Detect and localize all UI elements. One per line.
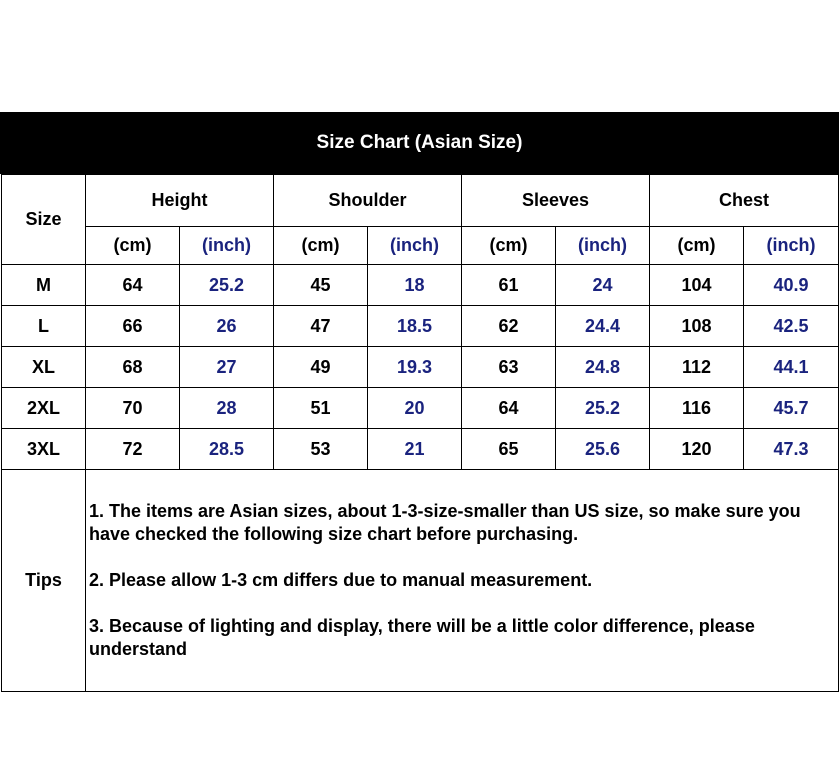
unit-cm: (cm)	[86, 227, 180, 265]
sleeves-cm-cell: 62	[462, 306, 556, 347]
chest-inch-cell: 40.9	[744, 265, 839, 306]
size-cell: 3XL	[2, 429, 86, 470]
size-cell: 2XL	[2, 388, 86, 429]
sleeves-inch-cell: 25.2	[556, 388, 650, 429]
sleeves-inch-cell: 24.4	[556, 306, 650, 347]
unit-inch: (inch)	[744, 227, 839, 265]
chart-title: Size Chart (Asian Size)	[0, 112, 839, 174]
shoulder-inch-cell: 18	[368, 265, 462, 306]
sleeves-cm-cell: 65	[462, 429, 556, 470]
height-cm-cell: 68	[86, 347, 180, 388]
shoulder-cm-cell: 53	[274, 429, 368, 470]
shoulder-cm-cell: 49	[274, 347, 368, 388]
size-table	[1, 174, 839, 692]
chest-cm-cell: 116	[650, 388, 744, 429]
height-inch-cell: 25.2	[180, 265, 274, 306]
shoulder-inch-cell: 21	[368, 429, 462, 470]
chest-inch-cell: 45.7	[744, 388, 839, 429]
height-cm-cell: 72	[86, 429, 180, 470]
shoulder-cm-cell: 51	[274, 388, 368, 429]
height-cm-cell: 70	[86, 388, 180, 429]
height-inch-cell: 28	[180, 388, 274, 429]
sleeves-cm-cell: 63	[462, 347, 556, 388]
table-row	[2, 388, 839, 429]
shoulder-inch-cell: 18.5	[368, 306, 462, 347]
tip-text: 1. The items are Asian sizes, about 1-3-size-smaller than US size, so make sure you have checked the following size chart before purchasing.	[89, 501, 801, 544]
shoulder-header: Shoulder	[274, 175, 462, 227]
table-row	[2, 265, 839, 306]
shoulder-cm-cell: 45	[274, 265, 368, 306]
chest-cm-cell: 104	[650, 265, 744, 306]
table-row	[2, 429, 839, 470]
sleeves-inch-cell: 25.6	[556, 429, 650, 470]
table-row	[2, 347, 839, 388]
size-cell: M	[2, 265, 86, 306]
table-row	[2, 306, 839, 347]
chest-cm-cell: 108	[650, 306, 744, 347]
size-cell: L	[2, 306, 86, 347]
size-chart	[0, 112, 839, 692]
shoulder-cm-cell: 47	[274, 306, 368, 347]
height-inch-cell: 28.5	[180, 429, 274, 470]
unit-cm: (cm)	[650, 227, 744, 265]
tips-label: Tips	[2, 470, 86, 692]
chest-cm-cell: 120	[650, 429, 744, 470]
unit-cm: (cm)	[274, 227, 368, 265]
shoulder-inch-cell: 20	[368, 388, 462, 429]
tip-text: 2. Please allow 1-3 cm differs due to manual measurement.	[89, 570, 593, 590]
sleeves-cm-cell: 64	[462, 388, 556, 429]
sleeves-cm-cell: 61	[462, 265, 556, 306]
chest-inch-cell: 44.1	[744, 347, 839, 388]
unit-inch: (inch)	[368, 227, 462, 265]
header-unit-row	[2, 227, 839, 265]
chest-inch-cell: 42.5	[744, 306, 839, 347]
unit-inch: (inch)	[180, 227, 274, 265]
header-group-row	[2, 175, 839, 227]
tip-text: 3. Because of lighting and display, there will be a little color difference, please understand	[89, 616, 755, 659]
unit-cm: (cm)	[462, 227, 556, 265]
unit-inch: (inch)	[556, 227, 650, 265]
sleeves-header: Sleeves	[462, 175, 650, 227]
sleeves-inch-cell: 24.8	[556, 347, 650, 388]
shoulder-inch-cell: 19.3	[368, 347, 462, 388]
height-header: Height	[86, 175, 274, 227]
chest-header: Chest	[650, 175, 839, 227]
chest-cm-cell: 112	[650, 347, 744, 388]
chest-inch-cell: 47.3	[744, 429, 839, 470]
height-inch-cell: 26	[180, 306, 274, 347]
height-cm-cell: 66	[86, 306, 180, 347]
height-inch-cell: 27	[180, 347, 274, 388]
sleeves-inch-cell: 24	[556, 265, 650, 306]
tips-body	[86, 470, 839, 692]
tips-row	[2, 470, 839, 692]
size-cell: XL	[2, 347, 86, 388]
height-cm-cell: 64	[86, 265, 180, 306]
size-header: Size	[2, 175, 86, 265]
